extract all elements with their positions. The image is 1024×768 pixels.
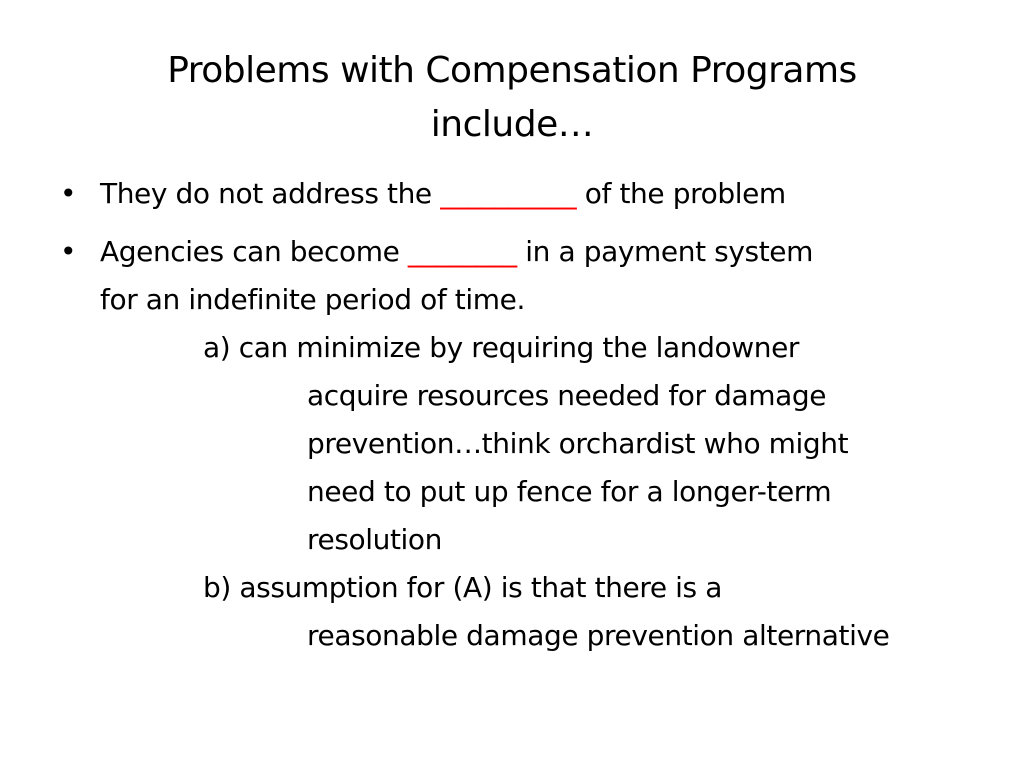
sub-item-b-line-2: reasonable damage prevention alternative <box>307 619 890 652</box>
sub-item-b <box>203 564 1000 660</box>
bullet-2-text-after: in a payment system <box>516 235 813 268</box>
bullet-item-1 <box>60 170 1000 218</box>
sub-item-a <box>203 324 1000 564</box>
bullet-1-text-before: They do not address the <box>100 177 441 210</box>
sub-item-a-line-5: resolution <box>307 523 443 556</box>
bullet-2-line-1 <box>100 228 1000 276</box>
sub-item-a-line-1: a) can minimize by requiring the landowner <box>203 331 800 364</box>
bullet-marker: • <box>60 177 77 210</box>
bullet-marker: • <box>60 235 77 268</box>
sub-item-a-line-2: acquire resources needed for damage <box>307 379 827 412</box>
slide-title <box>100 44 924 152</box>
bullet-2-blank: ________ <box>407 235 517 268</box>
bullet-1-text-after: of the problem <box>576 177 786 210</box>
sub-item-a-line-4: need to put up fence for a longer-term <box>307 475 832 508</box>
bullet-1-blank: __________ <box>440 177 577 210</box>
bullet-2-line-2: for an indefinite period of time. <box>100 283 525 316</box>
sub-item-b-line-1: b) assumption for (A) is that there is a <box>203 571 722 604</box>
bullet-2-text-before: Agencies can become <box>100 235 408 268</box>
title-line-1: Problems with Compensation Programs <box>167 50 857 91</box>
sub-item-a-line-3: prevention…think orchardist who might <box>307 427 849 460</box>
title-line-2: include… <box>430 104 594 145</box>
bullet-item-2 <box>60 228 1000 660</box>
slide-body <box>60 170 1000 660</box>
